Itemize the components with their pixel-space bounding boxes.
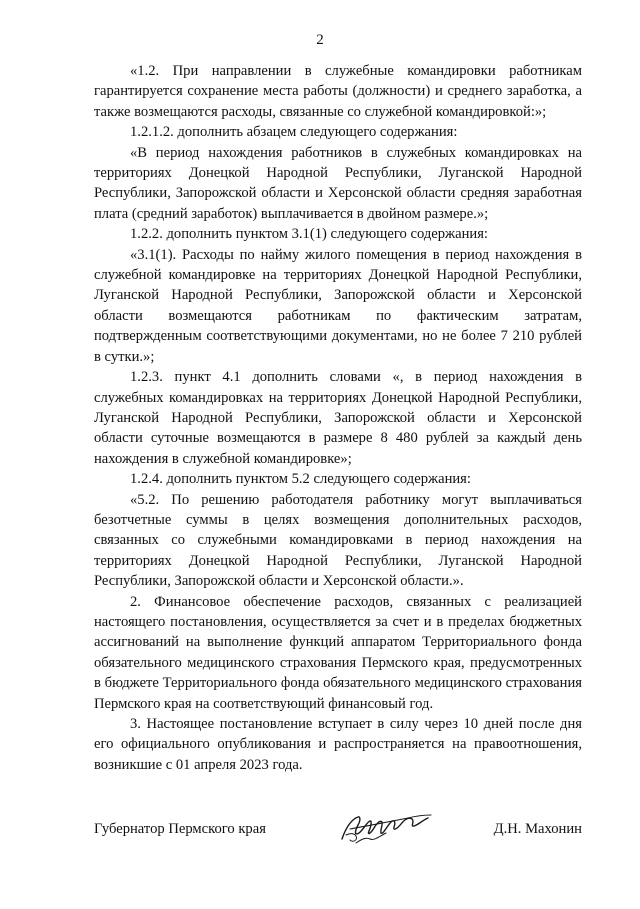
paragraph-1-2-1-2: 1.2.1.2. дополнить абзацем следующего содержания: bbox=[130, 124, 458, 141]
paragraph-3-1-1-quote: «3.1(1). Расходы по найму жилого помещения в период нахождения в служебной командировке на территориях Донецкой Народной Республики, Луганской Народной Республики, Запорожской области и Херсонской области возмещаются работникам по фактическим затратам, подтвержденным соответствующими документами, но не более 7 210 рублей в сутки.»; bbox=[94, 246, 582, 365]
signature-block bbox=[94, 809, 582, 849]
paragraph-1-2-quote: «1.2. При направлении в служебные командировки работникам гарантируется сохранение места работы (должности) и среднего заработка, а также возмещаются расходы, связанные со служебной командировкой:»; bbox=[94, 63, 582, 120]
page-number: 2 bbox=[316, 32, 324, 48]
handwritten-signature bbox=[336, 809, 434, 849]
paragraph-1-2-3: 1.2.3. пункт 4.1 дополнить словами «, в период нахождения в служебных командировках на территориях Донецкой Народной Республики, Луганской Народной Республики, Запорожской области и Херсонской области суточные возмещаются в размере 8 480 рублей за каждый день нахождения в служебной командировке»; bbox=[94, 369, 582, 467]
paragraph-5-2-quote: «5.2. По решению работодателя работнику могут выплачиваться безотчетные суммы в целях возмещения дополнительных расходов, связанных со служебными командировками в период нахождения на территориях Донецкой Народной Республики, Луганской Народной Республики, Запорожской области и Херсонской области.». bbox=[94, 491, 582, 590]
signatory-title: Губернатор Пермского края bbox=[94, 821, 266, 837]
paragraph-3-effective-date: 3. Настоящее постановление вступает в силу через 10 дней после дня его официального опубликования и распространяется на правоотношения, возникшие с 01 апреля 2023 года. bbox=[94, 716, 582, 773]
paragraph-1-2-4: 1.2.4. дополнить пунктом 5.2 следующего содержания: bbox=[130, 471, 471, 488]
paragraph-2-financing: 2. Финансовое обеспечение расходов, связанных с реализацией настоящего постановления, осуществляется за счет и в пределах бюджетных ассигнований на выполнение функций аппаратом Территориального фонда обязательного медицинского страхования Пермского края, предусмотренных в бюджете Территориального фонда обязательного медицинского страхования Пермского края на соответствующий финансовый год. bbox=[94, 593, 582, 712]
signatory-name: Д.Н. Махонин bbox=[493, 821, 582, 837]
document-body bbox=[94, 61, 582, 775]
paragraph-1-2-2: 1.2.2. дополнить пунктом 3.1(1) следующего содержания: bbox=[130, 226, 488, 243]
paragraph-double-salary-quote: «В период нахождения работников в служебных командировках на территориях Донецкой Народной Республики, Луганской Народной Республики, Запорожской области и Херсонской области средняя заработная плата (средний заработок) выплачивается в двойном размере.»; bbox=[94, 144, 582, 222]
